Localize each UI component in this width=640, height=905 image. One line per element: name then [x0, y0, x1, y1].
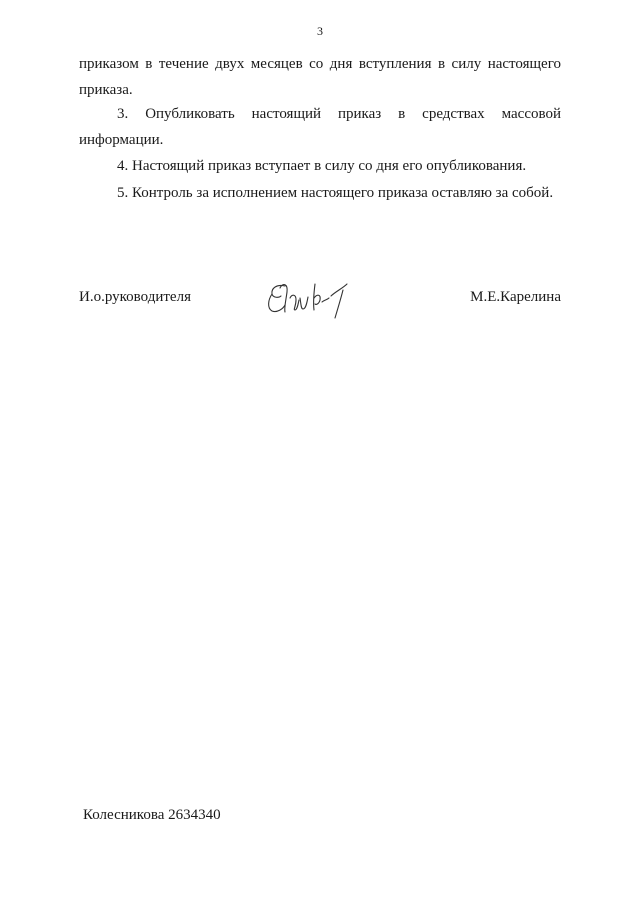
page-number: 3	[317, 24, 323, 38]
signer-name: М.Е.Карелина	[470, 289, 561, 305]
paragraph-item-3	[79, 101, 561, 153]
executor-contact: Колесникова 2634340	[83, 807, 221, 823]
paragraph-item-5	[117, 180, 561, 206]
paragraph-line: 4. Настоящий приказ вступает в силу со дня его опубликования.	[117, 158, 527, 174]
paragraph-line: 5. Контроль за исполнением настоящего приказа оставляю за собой.	[117, 185, 554, 201]
signature-block	[79, 284, 561, 324]
paragraph-line: 3. Опубликовать настоящий приказ в средствах массовой	[117, 106, 561, 122]
paragraph-item-4	[117, 153, 561, 179]
paragraph-line: приказом в течение двух месяцев со дня вступления в силу настоящего	[79, 56, 561, 72]
paragraph-line: приказа.	[79, 82, 133, 98]
paragraph-continuation	[79, 51, 561, 103]
signer-position: И.о.руководителя	[79, 289, 191, 305]
paragraph-line: информации.	[79, 132, 164, 148]
handwritten-signature	[263, 278, 355, 320]
